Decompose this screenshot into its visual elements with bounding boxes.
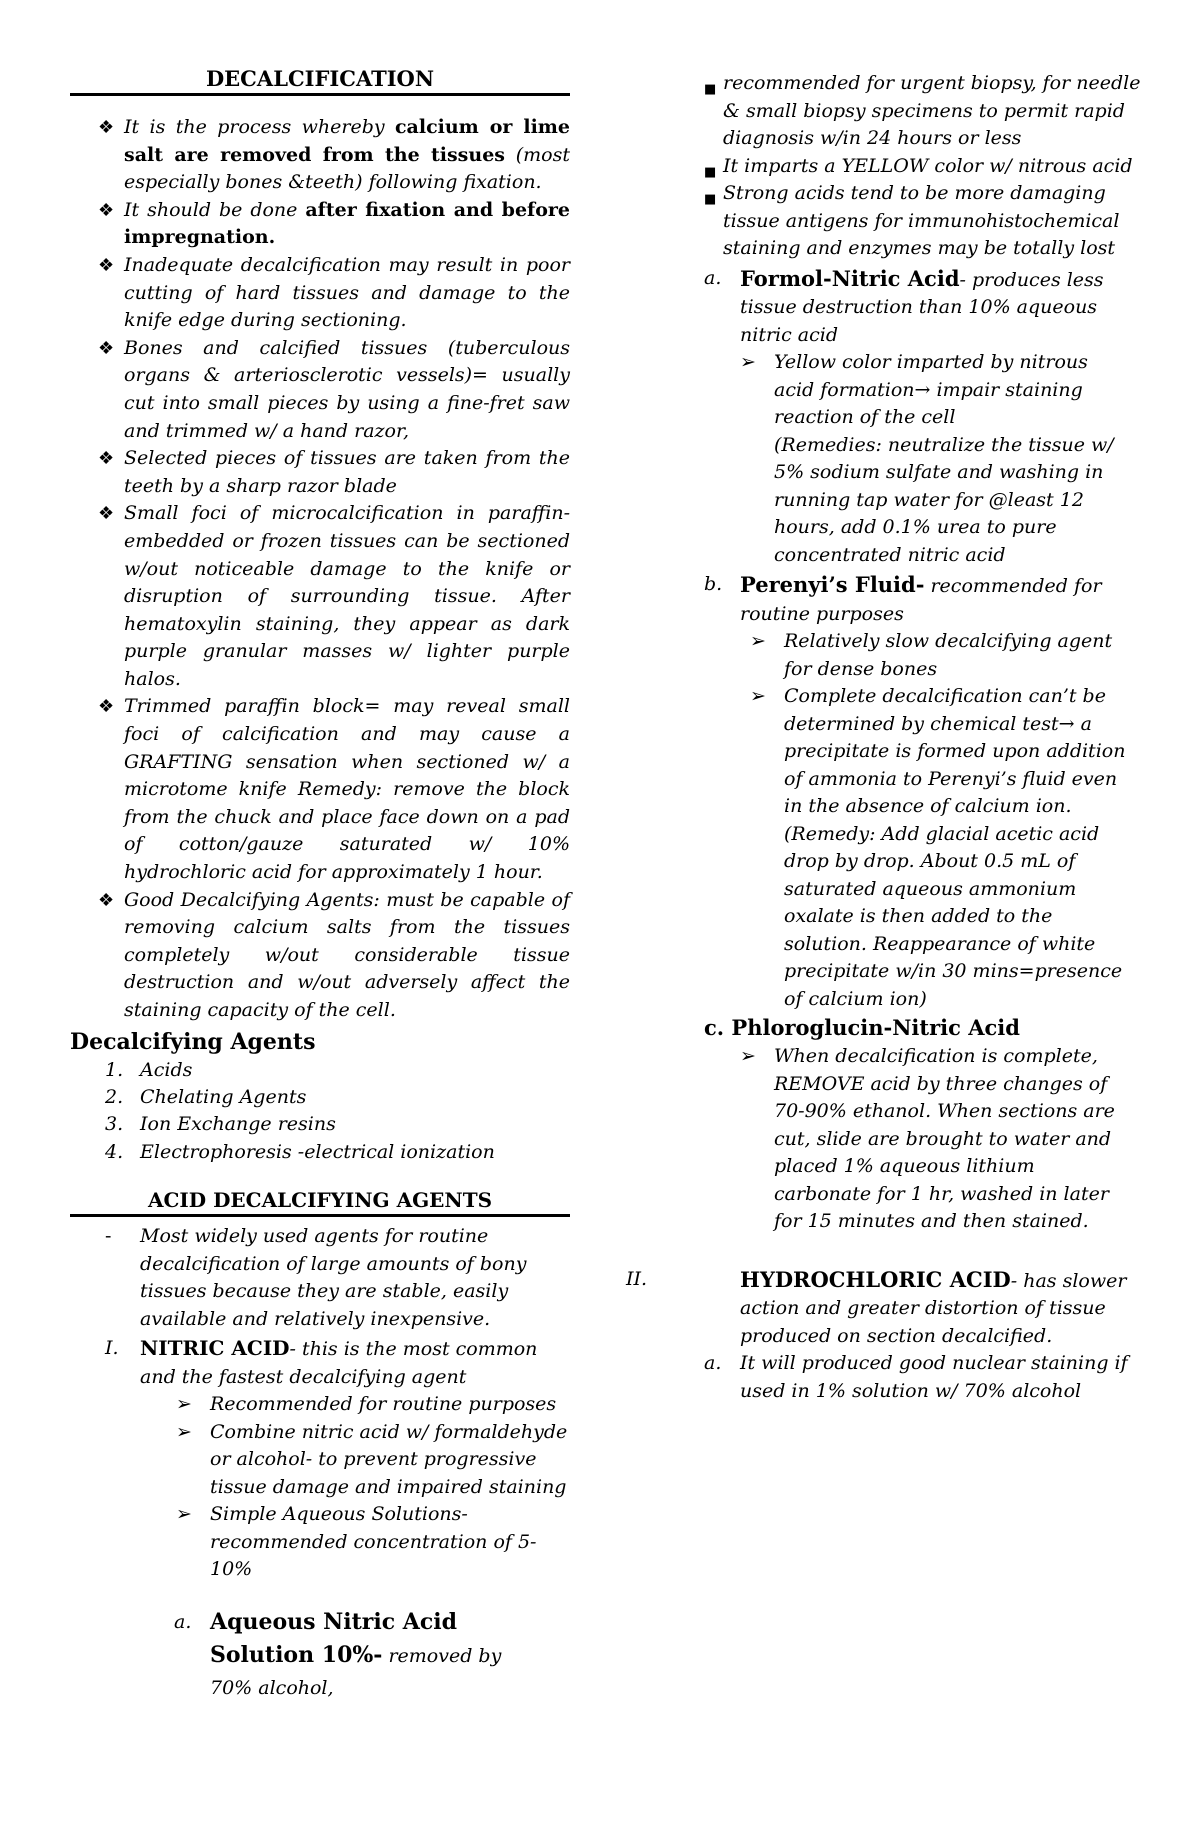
diamond-bullet-icon: ❖ [98,696,115,718]
list-item: 2. Chelating Agents [105,1086,307,1108]
formol-nitric-acid: a. Formol-Nitric Acid- produces less tissue destruction than 10% aqueous nitric acid [704,265,1104,346]
arrow-bullet-icon: ➢ [750,685,766,707]
arrow-bullet-icon: ➢ [176,1503,192,1526]
diamond-bullet-icon: ❖ [98,448,115,470]
list-item: 3. Ion Exchange resins [105,1113,336,1136]
list-item: ■ Strong acids tend to be more damaging tissue antigens for immunohistochemical staining and enzymes may be totally lost [704,182,1120,259]
list-item: ➢ Complete decalcification can’t be determined by chemical test→ a precipitate is formed upon addition of ammonia to Perenyi’s fluid even in the absence of calcium ion. (Remedy: Add glacial acetic acid drop by drop. About 0.5 mL of saturated aqueous ammonium oxalate is then added to the solution. Reappearance of white precipitate w/in 30 mins=presence of calcium ion) [750,685,1126,1010]
bullet-inadequate: ❖ Inadequate decalcification may result in poor cutting of hard tissues and damage to the knife edge during sectioning. [98,253,570,332]
arrow-bullet-icon: ➢ [740,1045,756,1067]
arrow-bullet-icon: ➢ [740,351,756,373]
diamond-bullet-icon: ❖ [98,889,115,911]
list-item: ➢ Simple Aqueous Solutions- recommended concentration of 5-10% [176,1503,537,1581]
bullet-microcalcification: ❖ Small foci of microcalcification in paraffin-embedded or frozen tissues can be sectioned w/out noticeable damage to the knife or disruption of surrounding tissue. After hematoxylin staining, they appear as dark purple granular masses w/ lighter purple halos. [98,502,570,690]
list-item: ■ It imparts a YELLOW color w/ nitrous acid [633,153,1145,181]
list-item: ➢ Recommended for routine purposes [70,1391,570,1419]
formol-remedies: (Remedies: neutralize the tissue w/ 5% sodium sulfate and washing in running tap water for @least 12 hours, add 0.1% urea to pure concentrated nitric acid [774,433,1114,566]
arrow-bullet-icon: ➢ [176,1420,192,1443]
arrow-bullet-icon: ➢ [750,630,766,652]
diamond-bullet-icon: ❖ [98,337,115,359]
agents-list [70,1057,570,1167]
square-bullet-icon: ■ [704,164,717,180]
list-item: ■ recommended for urgent biopsy, for needle & small biopsy specimens to permit rapid diagnosis w/in 24 hours or less [704,72,1141,149]
section-title-acid-agents: ACID DECALCIFYING AGENTS [70,1188,570,1217]
hydrochloric-item-a: a. It will produced good nuclear staining if used in 1% solution w/ 70% alcohol [704,1352,1128,1402]
arrow-bullet-icon: ➢ [176,1393,192,1416]
diamond-bullet-icon: ❖ [98,117,115,138]
right-column [626,70,1145,1405]
list-item: ➢ Relatively slow decalcifying agent for dense bones [750,630,1113,680]
diamond-bullet-icon: ❖ [98,199,115,221]
diamond-bullet-icon: ❖ [98,254,115,276]
bullet-bones: ❖ Bones and calcified tissues (tuberculous organs & arteriosclerotic vessels)= usually cut into small pieces by using a fine-fret saw and trimmed w/ a hand razor, [98,336,570,442]
list-item: 4. Electrophoresis -electrical ionization [105,1140,495,1163]
bullet-definition: ❖ It is the process whereby calcium or lime salt are removed from the tissues (most especially bones &teeth) following fixation. [98,116,570,194]
section-title-decalcification: DECALCIFICATION [70,66,570,96]
diamond-bullet-icon: ❖ [98,503,115,525]
bullet-timing: ❖ It should be done after fixation and before impregnation. [98,198,570,249]
square-bullet-icon: ■ [704,192,717,207]
list-item: ➢ Combine nitric acid w/ formaldehyde or alcohol- to prevent progressive tissue damage and impaired staining [176,1420,568,1498]
list-item: 1. Acids [105,1058,193,1081]
bullet-paraffin-block: ❖ Trimmed paraffin block= may reveal small foci of calcification and may cause a GRAFTING sensation when sectioned w/ a microtome knife Remedy: remove the block from the chuck and place face down on a pad of cotton/gauze saturated w/ 10% hydrochloric acid for approximately 1 hour. [98,695,570,884]
nitric-acid-heading: I. NITRIC ACID- this is the most common and the fastest decalcifying agent [105,1336,538,1388]
bullet-teeth: ❖ Selected pieces of tissues are taken from the teeth by a sharp razor blade [98,447,570,497]
hydrochloric-acid: II. HYDROCHLORIC ACID- has slower action and greater distortion of tissue produced on section decalcified. [626,1266,1127,1347]
list-item: ➢ Yellow color imparted by nitrous acid formation→ impair staining reaction of the cell [740,351,1088,428]
square-bullet-icon: ■ [704,82,717,97]
aqueous-nitric-acid: a. Aqueous Nitric Acid Solution 10%- removed by 70% alcohol, [174,1608,502,1699]
perenyi-fluid: b. Perenyi’s Fluid- recommended for routine purposes [704,572,1102,625]
phloroglucin-nitric-acid: c. Phloroglucin-Nitric Acid [704,1015,1020,1040]
left-column [70,66,570,1704]
list-item: ➢ When decalcification is complete, REMOVE acid by three changes of 70-90% ethanol. When sections are cut, slide are brought to water and placed 1% aqueous lithium carbonate for 1 hr, washed in later for 15 minutes and then stained. [740,1045,1115,1232]
acid-intro: - Most widely used agents for routine decalcification of large amounts of bony tissues because they are stable, easily available and relatively inexpensive. [105,1225,527,1330]
heading-decalcifying-agents: Decalcifying Agents [70,1028,316,1055]
bullet-good-agents: ❖ Good Decalcifying Agents: must be capable of removing calcium salts from the tissues completely w/out considerable tissue destruction and w/out adversely affect the staining capacity of the cell. [98,888,570,1021]
